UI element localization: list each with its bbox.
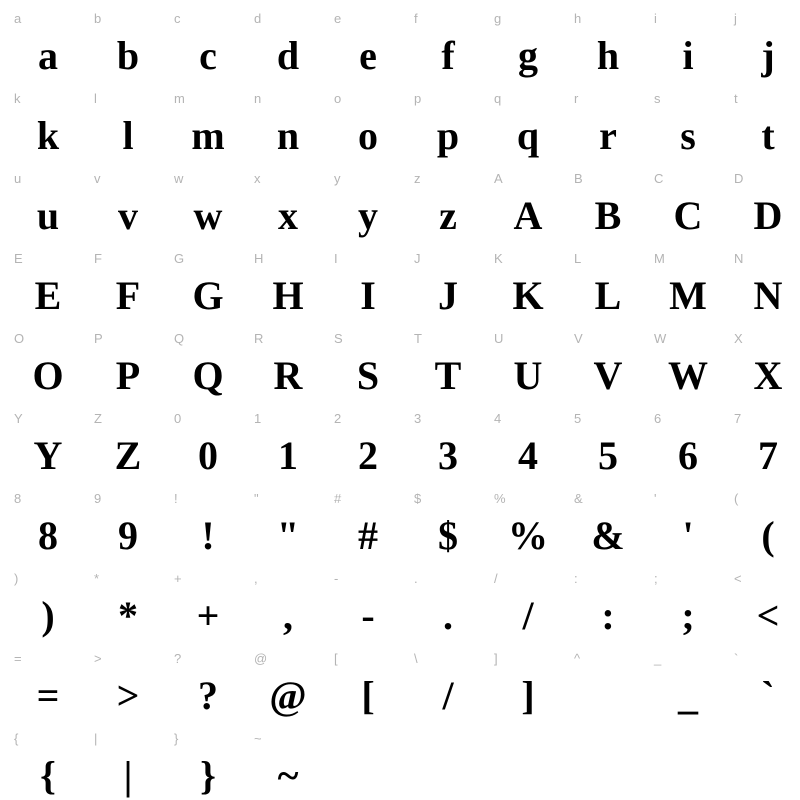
glyph-cell bbox=[728, 328, 800, 408]
glyph-label: f bbox=[414, 11, 418, 26]
glyph-sample: " bbox=[276, 513, 300, 558]
glyph-sample: X bbox=[753, 353, 783, 398]
glyph-cell bbox=[328, 488, 408, 568]
glyph-sample: Y bbox=[33, 433, 63, 478]
glyph-label: T bbox=[414, 331, 422, 346]
glyph-cell bbox=[728, 648, 800, 728]
glyph-cell bbox=[648, 568, 728, 648]
glyph-sample: I bbox=[360, 273, 376, 318]
glyph-cell bbox=[8, 728, 88, 800]
glyph-label: M bbox=[654, 251, 665, 266]
glyph-sample: S bbox=[356, 353, 380, 398]
glyph-sample: p bbox=[436, 113, 460, 158]
glyph-sample: ? bbox=[198, 673, 218, 718]
glyph-sample: : bbox=[601, 593, 615, 638]
glyph-sample: F bbox=[115, 273, 141, 318]
glyph-sample: 8 bbox=[38, 513, 58, 558]
glyph-label: c bbox=[174, 11, 181, 26]
glyph-label: U bbox=[494, 331, 504, 346]
glyph-label: j bbox=[734, 11, 737, 26]
glyph-sample: s bbox=[680, 113, 696, 158]
glyph-label: 2 bbox=[334, 411, 342, 426]
glyph-sample: D bbox=[753, 193, 783, 238]
glyph-cell bbox=[728, 408, 800, 488]
glyph-cell bbox=[8, 328, 88, 408]
glyph-label: v bbox=[94, 171, 101, 186]
glyph-label: G bbox=[174, 251, 185, 266]
glyph-sample: 5 bbox=[598, 433, 618, 478]
glyph-label: { bbox=[14, 731, 19, 746]
glyph-sample: | bbox=[123, 753, 133, 798]
glyph-cell bbox=[408, 88, 488, 168]
glyph-sample: o bbox=[358, 113, 378, 158]
glyph-sample: g bbox=[518, 33, 538, 78]
glyph-cell bbox=[488, 568, 568, 648]
glyph-label: $ bbox=[414, 491, 422, 506]
glyph-sample: @ bbox=[269, 673, 307, 718]
glyph-sample: # bbox=[358, 513, 378, 558]
glyph-label: s bbox=[654, 91, 661, 106]
glyph-cell bbox=[248, 8, 328, 88]
glyph-label: ! bbox=[174, 491, 178, 506]
glyph-cell bbox=[248, 488, 328, 568]
glyph-cell bbox=[488, 328, 568, 408]
glyph-cell bbox=[8, 168, 88, 248]
glyph-cell bbox=[88, 88, 168, 168]
glyph-cell bbox=[8, 88, 88, 168]
glyph-cell bbox=[568, 648, 648, 728]
glyph-cell bbox=[328, 648, 408, 728]
glyph-sample: V bbox=[593, 353, 623, 398]
glyph-sample: P bbox=[115, 353, 141, 398]
glyph-sample: ' bbox=[682, 513, 694, 558]
glyph-sample: * bbox=[118, 593, 138, 638]
glyph-label: , bbox=[254, 571, 258, 586]
glyph-label: a bbox=[14, 11, 22, 26]
glyph-cell bbox=[488, 248, 568, 328]
glyph-label: - bbox=[334, 571, 339, 586]
glyph-sample: x bbox=[278, 193, 298, 238]
glyph-sample: _ bbox=[678, 673, 698, 718]
glyph-label: " bbox=[254, 491, 259, 506]
glyph-cell bbox=[328, 248, 408, 328]
glyph-cell bbox=[408, 648, 488, 728]
glyph-sample: H bbox=[272, 273, 304, 318]
glyph-label: t bbox=[734, 91, 738, 106]
glyph-cell bbox=[648, 328, 728, 408]
glyph-sample: L bbox=[594, 273, 622, 318]
glyph-label: O bbox=[14, 331, 25, 346]
glyph-sample: 9 bbox=[118, 513, 138, 558]
glyph-cell bbox=[168, 8, 248, 88]
glyph-cell bbox=[328, 8, 408, 88]
glyph-cell bbox=[728, 488, 800, 568]
glyph-label: _ bbox=[654, 651, 662, 666]
glyph-sample: = bbox=[36, 673, 60, 718]
glyph-cell bbox=[248, 88, 328, 168]
glyph-label: ^ bbox=[574, 651, 581, 666]
glyph-label: W bbox=[654, 331, 667, 346]
glyph-cell bbox=[168, 328, 248, 408]
glyph-cell bbox=[728, 8, 800, 88]
glyph-sample: w bbox=[193, 193, 223, 238]
glyph-sample: W bbox=[668, 353, 708, 398]
glyph-label: 4 bbox=[494, 411, 502, 426]
glyph-label: Q bbox=[174, 331, 185, 346]
glyph-cell bbox=[248, 328, 328, 408]
glyph-cell bbox=[728, 88, 800, 168]
glyph-sample: 7 bbox=[758, 433, 778, 478]
glyph-sample: U bbox=[513, 353, 543, 398]
glyph-cell bbox=[248, 648, 328, 728]
glyph-label: 8 bbox=[14, 491, 22, 506]
glyph-label: q bbox=[494, 91, 502, 106]
glyph-label: H bbox=[254, 251, 264, 266]
glyph-cell bbox=[728, 568, 800, 648]
glyph-sample: m bbox=[191, 113, 225, 158]
glyph-label: \ bbox=[414, 651, 418, 666]
glyph-sample: < bbox=[756, 593, 780, 638]
glyph-cell bbox=[168, 408, 248, 488]
glyph-cell bbox=[168, 88, 248, 168]
glyph-label: ( bbox=[734, 491, 739, 506]
glyph-label: b bbox=[94, 11, 102, 26]
glyph-sample: C bbox=[673, 193, 703, 238]
glyph-cell bbox=[328, 408, 408, 488]
glyph-cell bbox=[488, 168, 568, 248]
glyph-sample: J bbox=[438, 273, 458, 318]
glyph-cell bbox=[568, 568, 648, 648]
glyph-label: 0 bbox=[174, 411, 182, 426]
glyph-sample: K bbox=[512, 273, 544, 318]
glyph-sample: / bbox=[522, 593, 534, 638]
glyph-cell bbox=[248, 408, 328, 488]
glyph-label: y bbox=[334, 171, 341, 186]
glyph-cell bbox=[648, 168, 728, 248]
glyph-label: ) bbox=[14, 571, 19, 586]
glyph-cell bbox=[88, 8, 168, 88]
glyph-cell bbox=[248, 568, 328, 648]
glyph-sample: ~ bbox=[277, 753, 299, 798]
glyph-cell bbox=[568, 328, 648, 408]
glyph-sample: a bbox=[38, 33, 58, 78]
glyph-sample: + bbox=[196, 593, 220, 638]
glyph-cell bbox=[8, 488, 88, 568]
glyph-label: 9 bbox=[94, 491, 102, 506]
glyph-label: ~ bbox=[254, 731, 262, 746]
glyph-label: V bbox=[574, 331, 583, 346]
glyph-cell bbox=[408, 168, 488, 248]
glyph-sample: v bbox=[118, 193, 138, 238]
glyph-label: g bbox=[494, 11, 502, 26]
glyph-cell bbox=[168, 648, 248, 728]
glyph-label: o bbox=[334, 91, 342, 106]
glyph-cell bbox=[88, 328, 168, 408]
glyph-sample: E bbox=[34, 273, 62, 318]
glyph-cell bbox=[88, 248, 168, 328]
glyph-cell bbox=[568, 408, 648, 488]
glyph-label: = bbox=[14, 651, 22, 666]
glyph-sample: n bbox=[276, 113, 300, 158]
glyph-sample: , bbox=[283, 593, 293, 638]
glyph-cell bbox=[168, 568, 248, 648]
glyph-cell bbox=[488, 488, 568, 568]
glyph-label: ? bbox=[174, 651, 182, 666]
glyph-label: E bbox=[14, 251, 23, 266]
glyph-sample: & bbox=[591, 513, 625, 558]
glyph-label: > bbox=[94, 651, 102, 666]
glyph-label: k bbox=[14, 91, 21, 106]
glyph-sample: . bbox=[443, 593, 453, 638]
glyph-cell bbox=[408, 408, 488, 488]
glyph-label: m bbox=[174, 91, 185, 106]
glyph-cell bbox=[648, 648, 728, 728]
glyph-sample: d bbox=[276, 33, 300, 78]
glyph-label: h bbox=[574, 11, 582, 26]
glyph-label: & bbox=[574, 491, 583, 506]
glyph-sample: y bbox=[358, 193, 378, 238]
glyph-label: % bbox=[494, 491, 506, 506]
glyph-sample: B bbox=[594, 193, 622, 238]
glyph-label: + bbox=[174, 571, 182, 586]
glyph-cell bbox=[88, 488, 168, 568]
glyph-sample: f bbox=[441, 33, 455, 78]
glyph-sample: h bbox=[596, 33, 620, 78]
glyph-sample: 2 bbox=[358, 433, 378, 478]
glyph-label: 3 bbox=[414, 411, 422, 426]
glyph-label: # bbox=[334, 491, 342, 506]
glyph-label: [ bbox=[334, 651, 338, 666]
glyph-sample: r bbox=[599, 113, 617, 158]
glyph-sample: A bbox=[513, 193, 543, 238]
glyph-label: w bbox=[174, 171, 184, 186]
glyph-label: . bbox=[414, 571, 418, 586]
glyph-label: C bbox=[654, 171, 664, 186]
glyph-label: n bbox=[254, 91, 262, 106]
glyph-label: I bbox=[334, 251, 338, 266]
glyph-sample: } bbox=[200, 753, 216, 798]
glyph-sample: [ bbox=[361, 673, 375, 718]
glyph-label: J bbox=[414, 251, 421, 266]
glyph-cell bbox=[568, 168, 648, 248]
glyph-cell bbox=[8, 408, 88, 488]
glyph-sample: b bbox=[116, 33, 140, 78]
glyph-cell bbox=[728, 248, 800, 328]
glyph-sample bbox=[568, 668, 648, 724]
glyph-cell bbox=[648, 408, 728, 488]
glyph-sample: ` bbox=[761, 673, 775, 718]
glyph-sample: { bbox=[40, 753, 56, 798]
glyph-label: D bbox=[734, 171, 744, 186]
glyph-cell bbox=[168, 168, 248, 248]
glyph-sample: % bbox=[508, 513, 548, 558]
glyph-cell bbox=[168, 728, 248, 800]
glyph-label: Z bbox=[94, 411, 102, 426]
glyph-cell bbox=[568, 8, 648, 88]
glyph-sample: ] bbox=[521, 673, 535, 718]
glyph-label: 1 bbox=[254, 411, 262, 426]
glyph-cell bbox=[328, 88, 408, 168]
glyph-cell bbox=[88, 168, 168, 248]
glyph-cell bbox=[568, 488, 648, 568]
glyph-sample: u bbox=[36, 193, 60, 238]
glyph-sample: k bbox=[36, 113, 60, 158]
glyph-cell bbox=[328, 568, 408, 648]
glyph-cell bbox=[648, 248, 728, 328]
glyph-sample: $ bbox=[438, 513, 458, 558]
glyph-cell bbox=[568, 248, 648, 328]
glyph-cell bbox=[168, 488, 248, 568]
glyph-label: r bbox=[574, 91, 579, 106]
glyph-sample: O bbox=[32, 353, 64, 398]
glyph-label: < bbox=[734, 571, 742, 586]
glyph-sample: e bbox=[359, 33, 377, 78]
glyph-sample: c bbox=[199, 33, 217, 78]
glyph-sample: T bbox=[434, 353, 462, 398]
glyph-sample: G bbox=[192, 273, 224, 318]
glyph-label: | bbox=[94, 731, 98, 746]
glyph-sample: ( bbox=[761, 513, 775, 558]
glyph-cell bbox=[328, 328, 408, 408]
glyph-cell bbox=[88, 568, 168, 648]
glyph-cell bbox=[88, 408, 168, 488]
glyph-cell bbox=[8, 8, 88, 88]
glyph-sample: > bbox=[116, 673, 140, 718]
glyph-label: e bbox=[334, 11, 342, 26]
glyph-cell bbox=[248, 248, 328, 328]
glyph-sample: t bbox=[761, 113, 775, 158]
glyph-sample: - bbox=[361, 593, 375, 638]
glyph-cell bbox=[328, 168, 408, 248]
glyph-label: / bbox=[494, 571, 498, 586]
glyph-label: ' bbox=[654, 491, 657, 506]
glyph-sample: / bbox=[442, 673, 454, 718]
glyph-label: ` bbox=[734, 651, 739, 666]
glyph-label: } bbox=[174, 731, 179, 746]
glyph-cell bbox=[408, 8, 488, 88]
glyph-cell bbox=[88, 728, 168, 800]
glyph-cell bbox=[248, 728, 328, 800]
glyph-label: X bbox=[734, 331, 743, 346]
glyph-sample: 4 bbox=[518, 433, 538, 478]
glyph-label: @ bbox=[254, 651, 268, 666]
glyph-label: : bbox=[574, 571, 578, 586]
glyph-label: A bbox=[494, 171, 503, 186]
glyph-cell bbox=[8, 248, 88, 328]
glyph-label: L bbox=[574, 251, 582, 266]
glyph-cell bbox=[568, 88, 648, 168]
glyph-sample: ! bbox=[201, 513, 215, 558]
glyph-label: p bbox=[414, 91, 422, 106]
glyph-label: N bbox=[734, 251, 744, 266]
glyph-cell bbox=[408, 328, 488, 408]
glyph-label: K bbox=[494, 251, 503, 266]
glyph-label: ] bbox=[494, 651, 498, 666]
glyph-label: P bbox=[94, 331, 103, 346]
glyph-label: B bbox=[574, 171, 583, 186]
glyph-label: ; bbox=[654, 571, 658, 586]
glyph-cell bbox=[488, 88, 568, 168]
glyph-sample: Q bbox=[192, 353, 224, 398]
glyph-sample: M bbox=[669, 273, 707, 318]
glyph-sample: 3 bbox=[438, 433, 458, 478]
glyph-label: z bbox=[414, 171, 421, 186]
glyph-cell bbox=[8, 648, 88, 728]
glyph-label: F bbox=[94, 251, 102, 266]
glyph-label: 5 bbox=[574, 411, 582, 426]
glyph-cell bbox=[648, 88, 728, 168]
glyph-cell bbox=[408, 568, 488, 648]
glyph-sample: 0 bbox=[198, 433, 218, 478]
glyph-label: R bbox=[254, 331, 264, 346]
glyph-label: i bbox=[654, 11, 657, 26]
glyph-cell bbox=[8, 568, 88, 648]
glyph-sample: ) bbox=[41, 593, 55, 638]
glyph-cell bbox=[648, 488, 728, 568]
glyph-cell bbox=[488, 408, 568, 488]
glyph-cell bbox=[488, 8, 568, 88]
glyph-cell bbox=[648, 8, 728, 88]
glyph-label: x bbox=[254, 171, 261, 186]
glyph-cell bbox=[728, 168, 800, 248]
glyph-sample: 6 bbox=[678, 433, 698, 478]
glyph-label: u bbox=[14, 171, 22, 186]
glyph-cell bbox=[88, 648, 168, 728]
glyph-sample: N bbox=[753, 273, 783, 318]
glyph-sample: j bbox=[761, 33, 775, 78]
glyph-sample: R bbox=[273, 353, 303, 398]
glyph-sample: 1 bbox=[278, 433, 298, 478]
glyph-sample: Z bbox=[114, 433, 142, 478]
glyph-sample: z bbox=[439, 193, 457, 238]
glyph-cell bbox=[168, 248, 248, 328]
glyph-cell bbox=[408, 248, 488, 328]
glyph-sample: l bbox=[122, 113, 134, 158]
glyph-cell bbox=[488, 648, 568, 728]
glyph-label: d bbox=[254, 11, 262, 26]
glyph-cell bbox=[248, 168, 328, 248]
glyph-label: S bbox=[334, 331, 343, 346]
glyph-sample: ; bbox=[681, 593, 695, 638]
glyph-cell bbox=[408, 488, 488, 568]
glyph-sample: q bbox=[516, 113, 540, 158]
glyph-label: l bbox=[94, 91, 97, 106]
glyph-sample: i bbox=[682, 33, 694, 78]
glyph-label: Y bbox=[14, 411, 23, 426]
glyph-label: 6 bbox=[654, 411, 662, 426]
glyph-label: 7 bbox=[734, 411, 742, 426]
glyph-label: * bbox=[94, 571, 100, 586]
